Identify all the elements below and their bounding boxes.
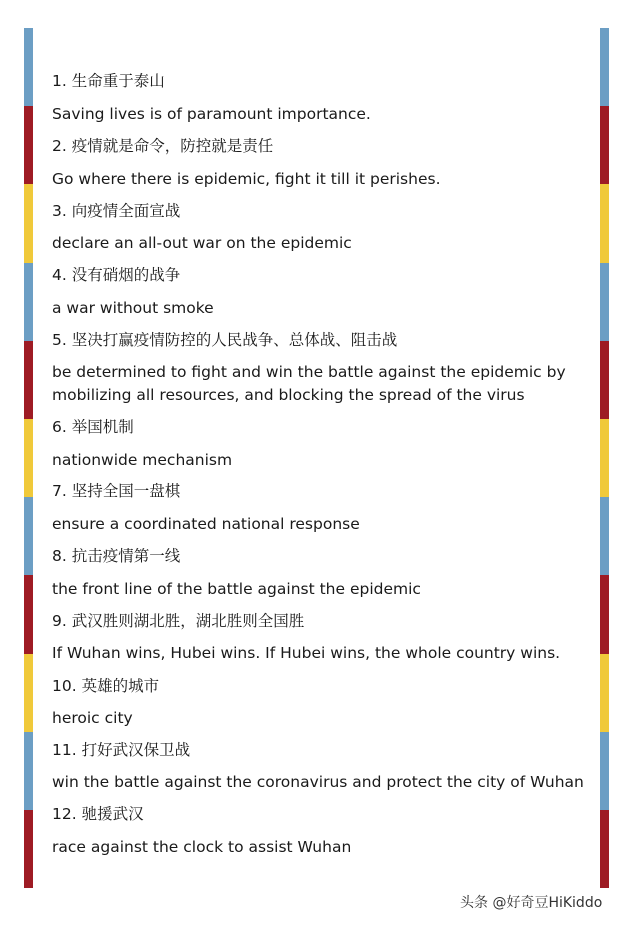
stripe-segment bbox=[24, 106, 33, 184]
phrase-chinese: 3. 向疫情全面宣战 bbox=[52, 202, 181, 220]
phrase-english: win the battle against the coronavirus and protect the city of Wuhan bbox=[52, 773, 584, 791]
stripe-segment bbox=[24, 497, 33, 575]
phrase-english: declare an all-out war on the epidemic bbox=[52, 234, 352, 252]
phrase-english: ensure a coordinated national response bbox=[52, 515, 360, 533]
phrase-chinese: 11. 打好武汉保卫战 bbox=[52, 741, 191, 759]
phrase-chinese: 9. 武汉胜则湖北胜，湖北胜则全国胜 bbox=[52, 612, 305, 630]
phrase-english: If Wuhan wins, Hubei wins. If Hubei wins, the whole country wins. bbox=[52, 644, 561, 662]
phrase-english: Saving lives is of paramount importance. bbox=[52, 105, 371, 123]
stripe-segment bbox=[24, 28, 33, 106]
stripe-segment bbox=[24, 263, 33, 341]
stripe-segment bbox=[600, 654, 609, 732]
stripe-segment bbox=[600, 732, 609, 810]
stripe-segment bbox=[24, 341, 33, 419]
phrase-chinese: 2. 疫情就是命令，防控就是责任 bbox=[52, 137, 274, 155]
stripe-segment bbox=[600, 341, 609, 419]
stripe-segment bbox=[600, 263, 609, 341]
stripe-segment bbox=[600, 810, 609, 888]
stripe-segment bbox=[600, 28, 609, 106]
stripe-segment bbox=[24, 575, 33, 653]
phrase-chinese: 12. 驰援武汉 bbox=[52, 805, 144, 823]
stripe-segment bbox=[600, 419, 609, 497]
phrase-english: a war without smoke bbox=[52, 299, 214, 317]
phrase-english: be determined to fight and win the battle against the epidemic by mobilizing all resources, and blocking the spread of the virus bbox=[52, 363, 566, 404]
phrase-chinese: 10. 英雄的城市 bbox=[52, 677, 160, 695]
stripe-segment bbox=[600, 575, 609, 653]
stripe-segment bbox=[24, 419, 33, 497]
phrase-english: heroic city bbox=[52, 709, 133, 727]
phrase-chinese: 5. 坚决打赢疫情防控的人民战争、总体战、阻击战 bbox=[52, 331, 398, 349]
stripe-segment bbox=[600, 497, 609, 575]
stripe-segment bbox=[600, 106, 609, 184]
left-color-stripe bbox=[24, 28, 33, 888]
stripe-segment bbox=[24, 184, 33, 262]
stripe-segment bbox=[24, 654, 33, 732]
phrase-chinese: 4. 没有硝烟的战争 bbox=[52, 266, 181, 284]
phrase-english: nationwide mechanism bbox=[52, 451, 233, 469]
phrase-chinese: 6. 举国机制 bbox=[52, 418, 134, 436]
watermark: 头条 @好奇豆HiKiddo bbox=[460, 895, 603, 911]
right-color-stripe bbox=[600, 28, 609, 888]
stripe-segment bbox=[24, 732, 33, 810]
phrase-chinese: 7. 坚持全国一盘棋 bbox=[52, 482, 181, 500]
phrase-chinese: 8. 抗击疫情第一线 bbox=[52, 547, 181, 565]
stripe-segment bbox=[600, 184, 609, 262]
phrase-english: Go where there is epidemic, fight it till it perishes. bbox=[52, 170, 441, 188]
phrase-chinese: 1. 生命重于泰山 bbox=[52, 72, 165, 90]
phrase-english: race against the clock to assist Wuhan bbox=[52, 838, 352, 856]
stripe-segment bbox=[24, 810, 33, 888]
phrase-english: the front line of the battle against the epidemic bbox=[52, 580, 421, 598]
